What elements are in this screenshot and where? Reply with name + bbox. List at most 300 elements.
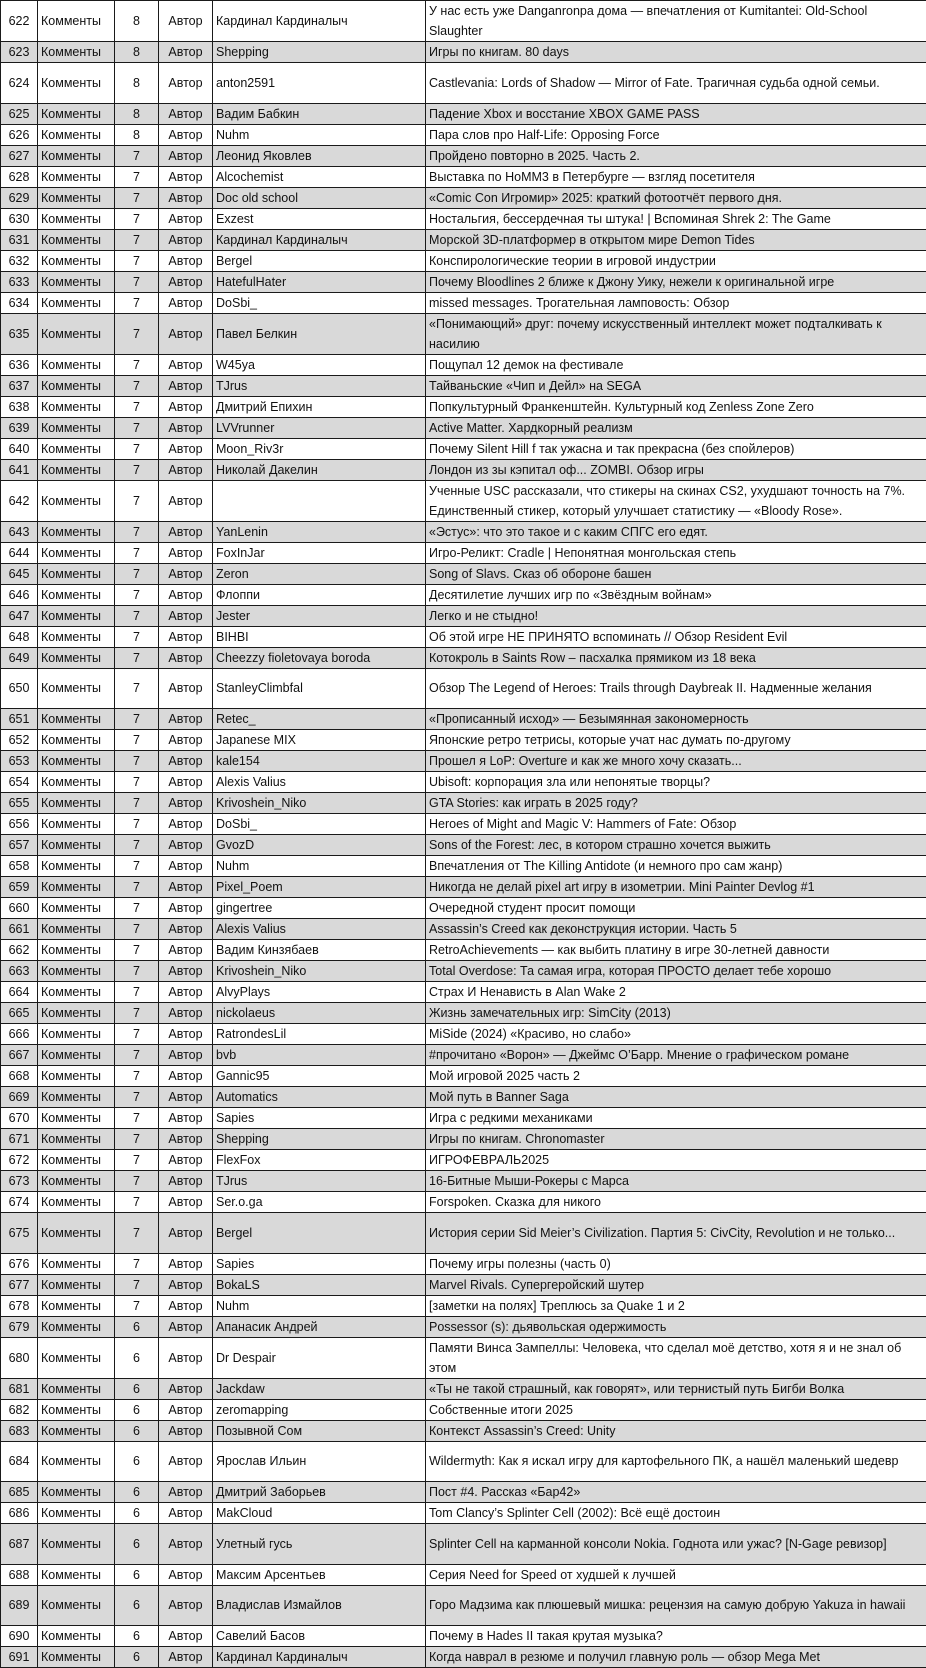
role-cell[interactable]: Автор — [159, 709, 213, 730]
title-cell[interactable]: ИГРОФЕВРАЛЬ2025 — [426, 1150, 926, 1171]
score-cell[interactable]: 7 — [115, 1295, 159, 1316]
role-cell[interactable]: Автор — [159, 1482, 213, 1503]
title-cell[interactable]: «Ты не такой страшный, как говорят», или тернистый путь Бигби Волка — [426, 1378, 926, 1399]
category-cell[interactable]: Комменты — [38, 1192, 115, 1213]
row-number-cell[interactable]: 691 — [1, 1647, 38, 1668]
score-cell[interactable]: 7 — [115, 480, 159, 521]
title-cell[interactable]: Wildermyth: Как я искал игру для картофельного ПК, а нашёл маленький шедевр — [426, 1441, 926, 1482]
author-cell[interactable]: MakCloud — [213, 1503, 426, 1524]
role-cell[interactable]: Автор — [159, 940, 213, 961]
score-cell[interactable]: 6 — [115, 1316, 159, 1337]
category-cell[interactable]: Комменты — [38, 1626, 115, 1647]
category-cell[interactable]: Комменты — [38, 354, 115, 375]
author-cell[interactable]: Alexis Valius — [213, 772, 426, 793]
role-cell[interactable]: Автор — [159, 103, 213, 124]
row-number-cell[interactable]: 667 — [1, 1045, 38, 1066]
title-cell[interactable]: RetroAchievements — как выбить платину в игре 30-летней давности — [426, 940, 926, 961]
row-number-cell[interactable]: 629 — [1, 187, 38, 208]
row-number-cell[interactable]: 684 — [1, 1441, 38, 1482]
role-cell[interactable]: Автор — [159, 1108, 213, 1129]
title-cell[interactable]: Попкультурный Франкенштейн. Культурный код Zenless Zone Zero — [426, 396, 926, 417]
role-cell[interactable]: Автор — [159, 877, 213, 898]
role-cell[interactable]: Автор — [159, 751, 213, 772]
score-cell[interactable]: 7 — [115, 898, 159, 919]
author-cell[interactable]: LVVrunner — [213, 417, 426, 438]
score-cell[interactable]: 7 — [115, 521, 159, 542]
author-cell[interactable]: Ярослав Ильин — [213, 1441, 426, 1482]
author-cell[interactable]: bvb — [213, 1045, 426, 1066]
title-cell[interactable]: GTA Stories: как играть в 2025 году? — [426, 793, 926, 814]
row-number-cell[interactable]: 664 — [1, 982, 38, 1003]
role-cell[interactable]: Автор — [159, 1420, 213, 1441]
category-cell[interactable]: Комменты — [38, 417, 115, 438]
row-number-cell[interactable]: 645 — [1, 563, 38, 584]
category-cell[interactable]: Комменты — [38, 751, 115, 772]
row-number-cell[interactable]: 642 — [1, 480, 38, 521]
category-cell[interactable]: Комменты — [38, 1378, 115, 1399]
row-number-cell[interactable]: 675 — [1, 1213, 38, 1254]
row-number-cell[interactable]: 640 — [1, 438, 38, 459]
row-number-cell[interactable]: 690 — [1, 1626, 38, 1647]
row-number-cell[interactable]: 641 — [1, 459, 38, 480]
score-cell[interactable]: 7 — [115, 208, 159, 229]
score-cell[interactable]: 7 — [115, 1003, 159, 1024]
title-cell[interactable]: Почему игры полезны (часть 0) — [426, 1253, 926, 1274]
author-cell[interactable] — [213, 480, 426, 521]
role-cell[interactable]: Автор — [159, 187, 213, 208]
score-cell[interactable]: 7 — [115, 668, 159, 709]
row-number-cell[interactable]: 672 — [1, 1150, 38, 1171]
role-cell[interactable]: Автор — [159, 1213, 213, 1254]
author-cell[interactable]: Кардинал Кардиналыч — [213, 229, 426, 250]
score-cell[interactable]: 7 — [115, 417, 159, 438]
score-cell[interactable]: 7 — [115, 835, 159, 856]
row-number-cell[interactable]: 680 — [1, 1337, 38, 1378]
category-cell[interactable]: Комменты — [38, 1524, 115, 1565]
title-cell[interactable]: Страх И Ненависть в Alan Wake 2 — [426, 982, 926, 1003]
role-cell[interactable]: Автор — [159, 1626, 213, 1647]
category-cell[interactable]: Комменты — [38, 668, 115, 709]
score-cell[interactable]: 7 — [115, 375, 159, 396]
title-cell[interactable]: #прочитано «Ворон» — Джеймс О’Барр. Мнение о графическом романе — [426, 1045, 926, 1066]
role-cell[interactable]: Автор — [159, 730, 213, 751]
author-cell[interactable]: Nuhm — [213, 1295, 426, 1316]
category-cell[interactable]: Комменты — [38, 1129, 115, 1150]
row-number-cell[interactable]: 661 — [1, 919, 38, 940]
category-cell[interactable]: Комменты — [38, 1441, 115, 1482]
role-cell[interactable]: Автор — [159, 208, 213, 229]
row-number-cell[interactable]: 673 — [1, 1171, 38, 1192]
score-cell[interactable]: 7 — [115, 1024, 159, 1045]
score-cell[interactable]: 7 — [115, 1274, 159, 1295]
row-number-cell[interactable]: 676 — [1, 1253, 38, 1274]
score-cell[interactable]: 6 — [115, 1585, 159, 1626]
author-cell[interactable]: Exzest — [213, 208, 426, 229]
score-cell[interactable]: 7 — [115, 354, 159, 375]
title-cell[interactable]: Когда наврал в резюме и получил главную роль — обзор Mega Met — [426, 1647, 926, 1668]
author-cell[interactable]: Doc old school — [213, 187, 426, 208]
author-cell[interactable]: Bergel — [213, 250, 426, 271]
score-cell[interactable]: 6 — [115, 1524, 159, 1565]
title-cell[interactable]: Серия Need for Speed от худшей к лучшей — [426, 1564, 926, 1585]
title-cell[interactable]: Обзор The Legend of Heroes: Trails through Daybreak II. Надменные желания — [426, 668, 926, 709]
score-cell[interactable]: 6 — [115, 1378, 159, 1399]
row-number-cell[interactable]: 636 — [1, 354, 38, 375]
title-cell[interactable]: Assassin’s Creed как деконструкция истории. Часть 5 — [426, 919, 926, 940]
row-number-cell[interactable]: 660 — [1, 898, 38, 919]
author-cell[interactable]: Кардинал Кардиналыч — [213, 1647, 426, 1668]
score-cell[interactable]: 7 — [115, 877, 159, 898]
row-number-cell[interactable]: 624 — [1, 63, 38, 104]
score-cell[interactable]: 7 — [115, 1066, 159, 1087]
title-cell[interactable]: Sons of the Forest: лес, в котором страшно хочется выжить — [426, 835, 926, 856]
author-cell[interactable]: gingertree — [213, 898, 426, 919]
score-cell[interactable]: 7 — [115, 919, 159, 940]
category-cell[interactable]: Комменты — [38, 730, 115, 751]
title-cell[interactable]: Пощупал 12 демок на фестивале — [426, 354, 926, 375]
role-cell[interactable]: Автор — [159, 1192, 213, 1213]
author-cell[interactable]: DoSbi_ — [213, 292, 426, 313]
title-cell[interactable]: Котокроль в Saints Row – пасхалка прямиком из 18 века — [426, 647, 926, 668]
row-number-cell[interactable]: 649 — [1, 647, 38, 668]
title-cell[interactable]: Лондон из зы кэпитал оф... ZOMBI. Обзор игры — [426, 459, 926, 480]
author-cell[interactable]: W45ya — [213, 354, 426, 375]
row-number-cell[interactable]: 674 — [1, 1192, 38, 1213]
category-cell[interactable]: Комменты — [38, 1585, 115, 1626]
row-number-cell[interactable]: 631 — [1, 229, 38, 250]
row-number-cell[interactable]: 657 — [1, 835, 38, 856]
title-cell[interactable]: Song of Slavs. Сказ об обороне башен — [426, 563, 926, 584]
category-cell[interactable]: Комменты — [38, 877, 115, 898]
author-cell[interactable]: Bergel — [213, 1213, 426, 1254]
category-cell[interactable]: Комменты — [38, 1045, 115, 1066]
score-cell[interactable]: 6 — [115, 1482, 159, 1503]
row-number-cell[interactable]: 663 — [1, 961, 38, 982]
title-cell[interactable]: Прошел я LoP: Overture и как же много хочу сказать... — [426, 751, 926, 772]
category-cell[interactable]: Комменты — [38, 1295, 115, 1316]
score-cell[interactable]: 7 — [115, 1171, 159, 1192]
author-cell[interactable]: StanleyClimbfal — [213, 668, 426, 709]
title-cell[interactable]: «Comic Con Игромир» 2025: краткий фотоотчёт первого дня. — [426, 187, 926, 208]
author-cell[interactable]: Павел Белкин — [213, 313, 426, 354]
title-cell[interactable]: У нас есть уже Danganronpa дома — впечатления от Kumitantei: Old-School Slaughter — [426, 1, 926, 42]
row-number-cell[interactable]: 665 — [1, 1003, 38, 1024]
role-cell[interactable]: Автор — [159, 42, 213, 63]
score-cell[interactable]: 7 — [115, 793, 159, 814]
role-cell[interactable]: Автор — [159, 898, 213, 919]
row-number-cell[interactable]: 656 — [1, 814, 38, 835]
title-cell[interactable]: Пост #4. Рассказ «Бар42» — [426, 1482, 926, 1503]
role-cell[interactable]: Автор — [159, 919, 213, 940]
category-cell[interactable]: Комменты — [38, 103, 115, 124]
role-cell[interactable]: Автор — [159, 647, 213, 668]
category-cell[interactable]: Комменты — [38, 982, 115, 1003]
role-cell[interactable]: Автор — [159, 459, 213, 480]
score-cell[interactable]: 8 — [115, 63, 159, 104]
category-cell[interactable]: Комменты — [38, 229, 115, 250]
row-number-cell[interactable]: 685 — [1, 1482, 38, 1503]
row-number-cell[interactable]: 637 — [1, 375, 38, 396]
author-cell[interactable]: Nuhm — [213, 856, 426, 877]
category-cell[interactable]: Комменты — [38, 1647, 115, 1668]
role-cell[interactable]: Автор — [159, 292, 213, 313]
score-cell[interactable]: 7 — [115, 313, 159, 354]
row-number-cell[interactable]: 666 — [1, 1024, 38, 1045]
author-cell[interactable]: Automatics — [213, 1087, 426, 1108]
category-cell[interactable]: Комменты — [38, 1503, 115, 1524]
category-cell[interactable]: Комменты — [38, 480, 115, 521]
row-number-cell[interactable]: 626 — [1, 124, 38, 145]
title-cell[interactable]: Тайваньские «Чип и Дейл» на SEGA — [426, 375, 926, 396]
title-cell[interactable]: Ученные USC рассказали, что стикеры на скинах CS2, ухудшают точность на 7%. Единственный стикер, который улучшает статистику — «Bloody Rose». — [426, 480, 926, 521]
title-cell[interactable]: Игры по книгам. 80 days — [426, 42, 926, 63]
role-cell[interactable]: Автор — [159, 961, 213, 982]
score-cell[interactable]: 7 — [115, 438, 159, 459]
category-cell[interactable]: Комменты — [38, 1108, 115, 1129]
row-number-cell[interactable]: 634 — [1, 292, 38, 313]
category-cell[interactable]: Комменты — [38, 1213, 115, 1254]
category-cell[interactable]: Комменты — [38, 375, 115, 396]
title-cell[interactable]: Marvel Rivals. Супергеройский шутер — [426, 1274, 926, 1295]
role-cell[interactable]: Автор — [159, 668, 213, 709]
row-number-cell[interactable]: 658 — [1, 856, 38, 877]
title-cell[interactable]: Впечатления от The Killing Antidote (и немного про сам жанр) — [426, 856, 926, 877]
title-cell[interactable]: Морской 3D-платформер в открытом мире Demon Tides — [426, 229, 926, 250]
score-cell[interactable]: 7 — [115, 730, 159, 751]
score-cell[interactable]: 8 — [115, 124, 159, 145]
title-cell[interactable]: Ностальгия, бессердечная ты штука! | Вспоминая Shrek 2: The Game — [426, 208, 926, 229]
title-cell[interactable]: «Прописанный исход» — Безымянная закономерность — [426, 709, 926, 730]
role-cell[interactable]: Автор — [159, 1295, 213, 1316]
category-cell[interactable]: Комменты — [38, 563, 115, 584]
row-number-cell[interactable]: 671 — [1, 1129, 38, 1150]
category-cell[interactable]: Комменты — [38, 940, 115, 961]
score-cell[interactable]: 7 — [115, 396, 159, 417]
role-cell[interactable]: Автор — [159, 1024, 213, 1045]
score-cell[interactable]: 7 — [115, 292, 159, 313]
category-cell[interactable]: Комменты — [38, 1024, 115, 1045]
row-number-cell[interactable]: 689 — [1, 1585, 38, 1626]
score-cell[interactable]: 7 — [115, 814, 159, 835]
role-cell[interactable]: Автор — [159, 417, 213, 438]
category-cell[interactable]: Комменты — [38, 250, 115, 271]
role-cell[interactable]: Автор — [159, 1, 213, 42]
title-cell[interactable]: Мой путь в Banner Saga — [426, 1087, 926, 1108]
role-cell[interactable]: Автор — [159, 1378, 213, 1399]
author-cell[interactable]: Леонид Яковлев — [213, 145, 426, 166]
role-cell[interactable]: Автор — [159, 396, 213, 417]
title-cell[interactable]: Игра с редкими механиками — [426, 1108, 926, 1129]
author-cell[interactable]: TJrus — [213, 1171, 426, 1192]
role-cell[interactable]: Автор — [159, 229, 213, 250]
row-number-cell[interactable]: 677 — [1, 1274, 38, 1295]
role-cell[interactable]: Автор — [159, 1399, 213, 1420]
title-cell[interactable]: История серии Sid Meier’s Civilization. Партия 5: CivCity, Revolution и не только... — [426, 1213, 926, 1254]
role-cell[interactable]: Автор — [159, 124, 213, 145]
category-cell[interactable]: Комменты — [38, 124, 115, 145]
score-cell[interactable]: 7 — [115, 229, 159, 250]
author-cell[interactable]: Zeron — [213, 563, 426, 584]
title-cell[interactable]: Total Overdose: Та самая игра, которая ПРОСТО делает тебе хорошо — [426, 961, 926, 982]
author-cell[interactable]: Shepping — [213, 42, 426, 63]
row-number-cell[interactable]: 652 — [1, 730, 38, 751]
author-cell[interactable]: Николай Дакелин — [213, 459, 426, 480]
author-cell[interactable]: AlvyPlays — [213, 982, 426, 1003]
row-number-cell[interactable]: 653 — [1, 751, 38, 772]
role-cell[interactable]: Автор — [159, 1337, 213, 1378]
category-cell[interactable]: Комменты — [38, 187, 115, 208]
author-cell[interactable]: HatefulHater — [213, 271, 426, 292]
score-cell[interactable]: 6 — [115, 1647, 159, 1668]
category-cell[interactable]: Комменты — [38, 1003, 115, 1024]
author-cell[interactable]: Позывной Сом — [213, 1420, 426, 1441]
author-cell[interactable]: YanLenin — [213, 521, 426, 542]
score-cell[interactable]: 7 — [115, 1150, 159, 1171]
role-cell[interactable]: Автор — [159, 1253, 213, 1274]
category-cell[interactable]: Комменты — [38, 1482, 115, 1503]
score-cell[interactable]: 7 — [115, 1213, 159, 1254]
role-cell[interactable]: Автор — [159, 1150, 213, 1171]
category-cell[interactable]: Комменты — [38, 835, 115, 856]
category-cell[interactable]: Комменты — [38, 1316, 115, 1337]
category-cell[interactable]: Комменты — [38, 709, 115, 730]
row-number-cell[interactable]: 643 — [1, 521, 38, 542]
author-cell[interactable]: Dr Despair — [213, 1337, 426, 1378]
row-number-cell[interactable]: 638 — [1, 396, 38, 417]
row-number-cell[interactable]: 670 — [1, 1108, 38, 1129]
score-cell[interactable]: 7 — [115, 166, 159, 187]
author-cell[interactable]: zeromapping — [213, 1399, 426, 1420]
role-cell[interactable]: Автор — [159, 563, 213, 584]
category-cell[interactable]: Комменты — [38, 814, 115, 835]
score-cell[interactable]: 7 — [115, 250, 159, 271]
title-cell[interactable]: Легко и не стыдно! — [426, 605, 926, 626]
author-cell[interactable]: Japanese MIX — [213, 730, 426, 751]
row-number-cell[interactable]: 679 — [1, 1316, 38, 1337]
title-cell[interactable]: Памяти Винса Зампеллы: Человека, что сделал моё детство, хотя я и не знал об этом — [426, 1337, 926, 1378]
row-number-cell[interactable]: 644 — [1, 542, 38, 563]
author-cell[interactable]: nickolaeus — [213, 1003, 426, 1024]
category-cell[interactable]: Комменты — [38, 1087, 115, 1108]
author-cell[interactable]: Савелий Басов — [213, 1626, 426, 1647]
title-cell[interactable]: Мой игровой 2025 часть 2 — [426, 1066, 926, 1087]
row-number-cell[interactable]: 655 — [1, 793, 38, 814]
category-cell[interactable]: Комменты — [38, 42, 115, 63]
role-cell[interactable]: Автор — [159, 521, 213, 542]
title-cell[interactable]: Heroes of Might and Magic V: Hammers of Fate: Обзор — [426, 814, 926, 835]
category-cell[interactable]: Комменты — [38, 1274, 115, 1295]
author-cell[interactable]: GvozD — [213, 835, 426, 856]
category-cell[interactable]: Комменты — [38, 542, 115, 563]
row-number-cell[interactable]: 683 — [1, 1420, 38, 1441]
category-cell[interactable]: Комменты — [38, 584, 115, 605]
author-cell[interactable]: FlexFox — [213, 1150, 426, 1171]
role-cell[interactable]: Автор — [159, 814, 213, 835]
title-cell[interactable]: Active Matter. Хардкорный реализм — [426, 417, 926, 438]
category-cell[interactable]: Комменты — [38, 396, 115, 417]
row-number-cell[interactable]: 669 — [1, 1087, 38, 1108]
row-number-cell[interactable]: 659 — [1, 877, 38, 898]
role-cell[interactable]: Автор — [159, 1171, 213, 1192]
author-cell[interactable]: Флоппи — [213, 584, 426, 605]
author-cell[interactable]: Retec_ — [213, 709, 426, 730]
author-cell[interactable]: Максим Арсентьев — [213, 1564, 426, 1585]
category-cell[interactable]: Комменты — [38, 1564, 115, 1585]
score-cell[interactable]: 7 — [115, 1045, 159, 1066]
title-cell[interactable]: Об этой игре НЕ ПРИНЯТО вспоминать // Обзор Resident Evil — [426, 626, 926, 647]
role-cell[interactable]: Автор — [159, 1274, 213, 1295]
role-cell[interactable]: Автор — [159, 1316, 213, 1337]
author-cell[interactable]: Alexis Valius — [213, 919, 426, 940]
title-cell[interactable]: Игры по книгам. Chronomaster — [426, 1129, 926, 1150]
title-cell[interactable]: missed messages. Трогательная ламповость: Обзор — [426, 292, 926, 313]
score-cell[interactable]: 7 — [115, 1192, 159, 1213]
role-cell[interactable]: Автор — [159, 375, 213, 396]
title-cell[interactable]: MiSide (2024) «Красиво, но слабо» — [426, 1024, 926, 1045]
category-cell[interactable]: Комменты — [38, 856, 115, 877]
title-cell[interactable]: Почему Silent Hill f так ужасна и так прекрасна (без спойлеров) — [426, 438, 926, 459]
row-number-cell[interactable]: 651 — [1, 709, 38, 730]
role-cell[interactable]: Автор — [159, 145, 213, 166]
role-cell[interactable]: Автор — [159, 1585, 213, 1626]
row-number-cell[interactable]: 688 — [1, 1564, 38, 1585]
role-cell[interactable]: Автор — [159, 250, 213, 271]
author-cell[interactable]: Gannic95 — [213, 1066, 426, 1087]
category-cell[interactable]: Комменты — [38, 793, 115, 814]
category-cell[interactable]: Комменты — [38, 1066, 115, 1087]
author-cell[interactable]: Shepping — [213, 1129, 426, 1150]
author-cell[interactable]: FoxInJar — [213, 542, 426, 563]
title-cell[interactable]: Possessor (s): дьявольская одержимость — [426, 1316, 926, 1337]
title-cell[interactable]: Игро-Реликт: Cradle | Непонятная монгольская степь — [426, 542, 926, 563]
title-cell[interactable]: Castlevania: Lords of Shadow — Mirror of Fate. Трагичная судьба одной семьи. — [426, 63, 926, 104]
author-cell[interactable]: Вадим Кинзябаев — [213, 940, 426, 961]
role-cell[interactable]: Автор — [159, 354, 213, 375]
role-cell[interactable]: Автор — [159, 271, 213, 292]
score-cell[interactable]: 8 — [115, 42, 159, 63]
author-cell[interactable]: Дмитрий Епихин — [213, 396, 426, 417]
score-cell[interactable]: 7 — [115, 961, 159, 982]
category-cell[interactable]: Комменты — [38, 1399, 115, 1420]
row-number-cell[interactable]: 622 — [1, 1, 38, 42]
category-cell[interactable]: Комменты — [38, 1253, 115, 1274]
score-cell[interactable]: 6 — [115, 1564, 159, 1585]
category-cell[interactable]: Комменты — [38, 208, 115, 229]
category-cell[interactable]: Комменты — [38, 292, 115, 313]
role-cell[interactable]: Автор — [159, 438, 213, 459]
title-cell[interactable]: Пройдено повторно в 2025. Часть 2. — [426, 145, 926, 166]
score-cell[interactable]: 7 — [115, 542, 159, 563]
role-cell[interactable]: Автор — [159, 313, 213, 354]
score-cell[interactable]: 7 — [115, 856, 159, 877]
author-cell[interactable]: Дмитрий Заборьев — [213, 1482, 426, 1503]
title-cell[interactable]: Выставка по HoMM3 в Петербурге — взгляд посетителя — [426, 166, 926, 187]
author-cell[interactable]: Jackdaw — [213, 1378, 426, 1399]
role-cell[interactable]: Автор — [159, 835, 213, 856]
title-cell[interactable]: Tom Clancy’s Splinter Cell (2002): Всё ещё достоин — [426, 1503, 926, 1524]
score-cell[interactable]: 6 — [115, 1399, 159, 1420]
score-cell[interactable]: 7 — [115, 626, 159, 647]
author-cell[interactable]: DoSbi_ — [213, 814, 426, 835]
score-cell[interactable]: 7 — [115, 982, 159, 1003]
role-cell[interactable]: Автор — [159, 982, 213, 1003]
score-cell[interactable]: 7 — [115, 751, 159, 772]
title-cell[interactable]: Контекст Assassin’s Creed: Unity — [426, 1420, 926, 1441]
row-number-cell[interactable]: 639 — [1, 417, 38, 438]
author-cell[interactable]: BIHBI — [213, 626, 426, 647]
score-cell[interactable]: 6 — [115, 1420, 159, 1441]
title-cell[interactable]: 16-Битные Мыши-Рокеры с Марса — [426, 1171, 926, 1192]
